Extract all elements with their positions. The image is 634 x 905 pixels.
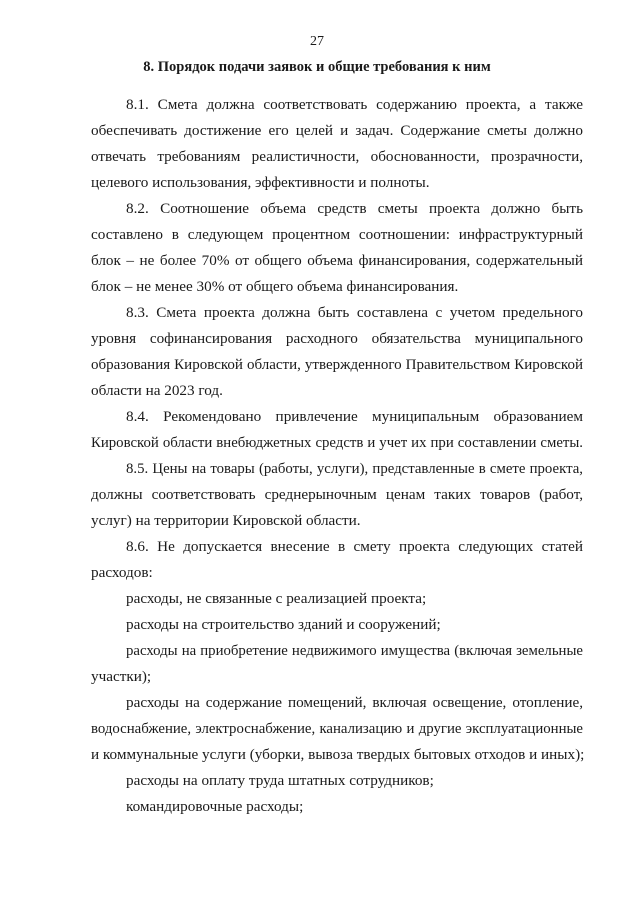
page-number: 27 [310,34,324,49]
paragraph-8-5-line: услуг) на территории Кировской области. [91,512,361,529]
paragraph-8-2-line: составлено в следующем процентном соотношении: инфраструктурный [91,226,583,243]
paragraph-8-3-line: образования Кировской области, утвержденного Правительством Кировской [91,357,583,373]
paragraph-8-2-line: блок – не более 70% от общего объема финансирования, содержательный [91,252,583,269]
list-item-continuation: и коммунальные услуги (уборки, вывоза твердых бытовых отходов и иных); [91,746,585,763]
paragraph-8-5-line: должны соответствовать среднерыночным ценам таких товаров (работ, [91,486,583,503]
paragraph-8-6-line: 8.6. Не допускается внесение в смету проекта следующих статей [126,538,583,555]
list-item-continuation: участки); [91,668,152,685]
paragraph-8-3-line: уровня софинансирования расходного обязательства муниципального [91,330,583,347]
paragraph-8-2-line: 8.2. Соотношение объема средств сметы проекта должно быть [126,200,583,217]
paragraph-8-6-line: расходов: [91,564,153,581]
list-item: командировочные расходы; [126,798,304,815]
list-item: расходы на оплату труда штатных сотрудников; [126,772,434,789]
section-title: 8. Порядок подачи заявок и общие требования к ним [143,59,491,75]
paragraph-8-3-line: области на 2023 год. [91,382,223,399]
list-item: расходы на содержание помещений, включая освещение, отопление, [126,694,583,711]
paragraph-8-2-line: блок – не менее 30% от общего объема финансирования. [91,278,459,295]
list-item: расходы, не связанные с реализацией проекта; [126,590,427,607]
paragraph-8-4-line: Кировской области внебюджетных средств и учет их при составлении сметы. [91,435,583,451]
paragraph-8-1-line: целевого использования, эффективности и полноты. [91,174,430,191]
list-item: расходы на строительство зданий и сооружений; [126,616,441,633]
list-item-continuation: водоснабжение, электроснабжение, канализацию и другие эксплуатационные [91,721,583,737]
list-item: расходы на приобретение недвижимого имущества (включая земельные [126,643,583,659]
paragraph-8-5-line: 8.5. Цены на товары (работы, услуги), представленные в смете проекта, [126,461,583,477]
paragraph-8-4-line: 8.4. Рекомендовано привлечение муниципальным образованием [126,408,583,425]
paragraph-8-1-line: отвечать требованиям реалистичности, обоснованности, прозрачности, [91,148,583,165]
paragraph-8-1-line: 8.1. Смета должна соответствовать содержанию проекта, а также [126,96,583,113]
paragraph-8-1-line: обеспечивать достижение его целей и задач. Содержание сметы должно [91,122,583,139]
paragraph-8-3-line: 8.3. Смета проекта должна быть составлена с учетом предельного [126,304,583,321]
